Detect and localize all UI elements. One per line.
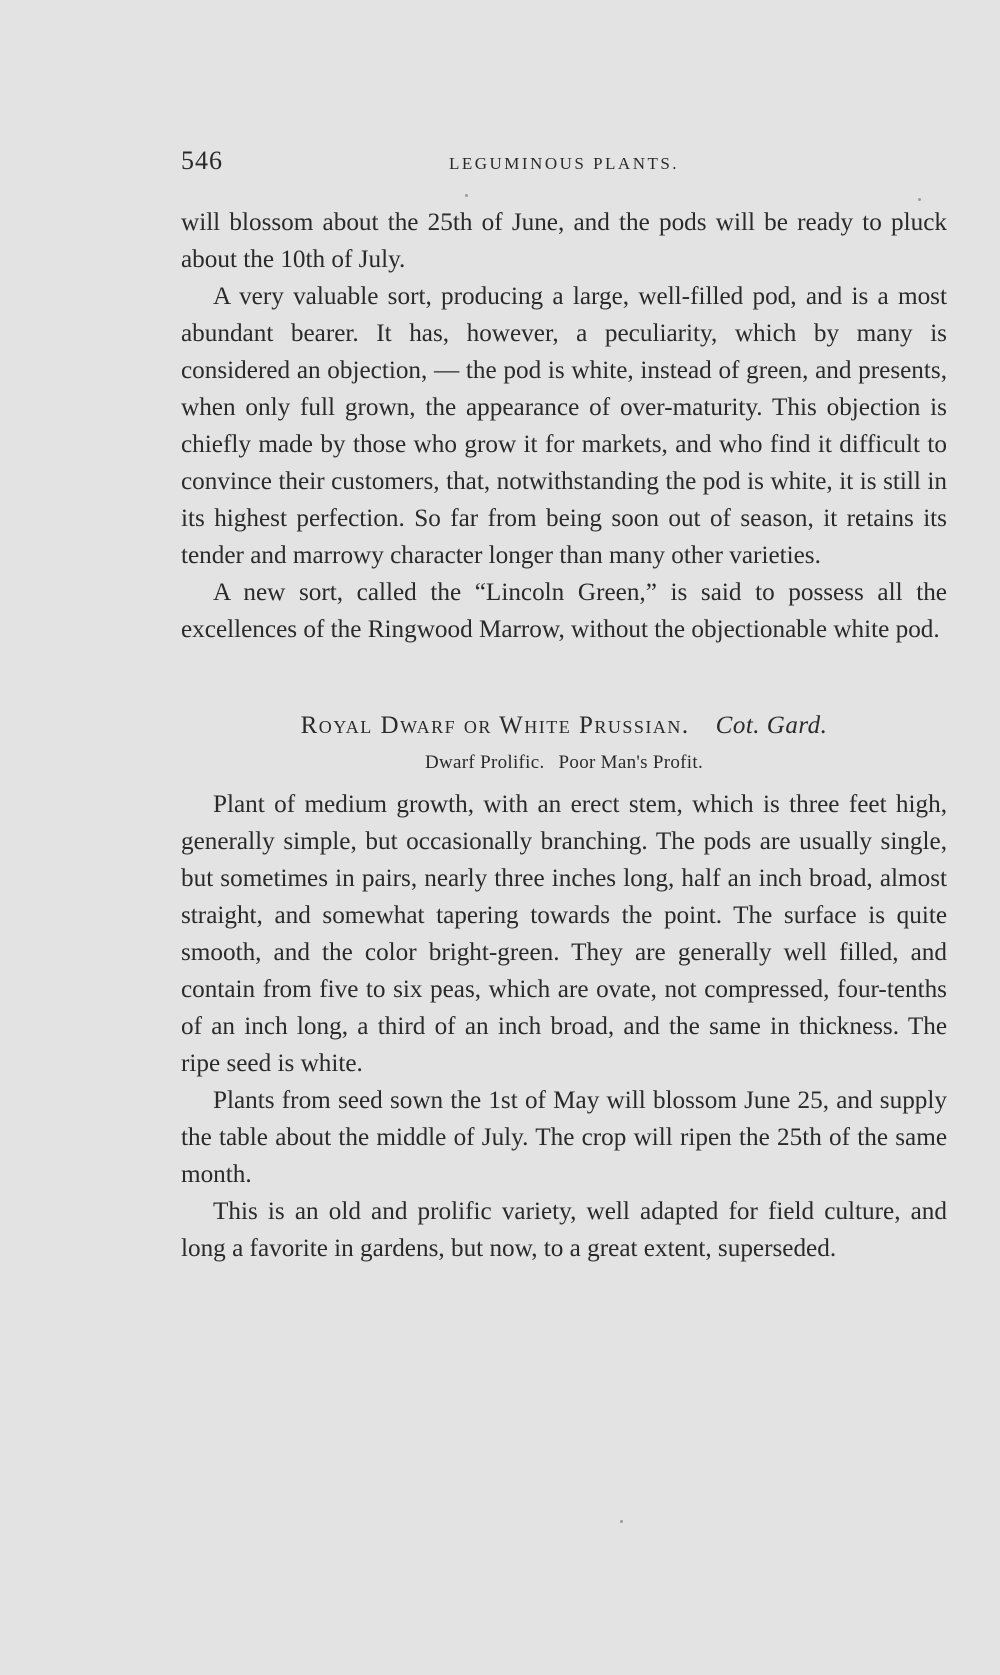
synonym-1: Dwarf Prolific. [425, 752, 545, 773]
variety-authority: Cot. Gard. [715, 712, 828, 739]
paragraph-plant-description: Plant of medium growth, with an erect stem, which is three feet high, generally simple, but occasionally branching. The pods are usually single, but sometimes in pairs, nearly three inches long, half an inch broad, almost straight, and somewhat tapering towards the point. The surface is quite smooth, and the color bright-green. They are generally well filled, and contain from five to six peas, which are ovate, not compressed, four-tenths of an inch long, a third of an inch broad, and the same in thickness. The ripe seed is white. [181, 791, 947, 1077]
variety-title: Royal Dwarf or White Prussian. [300, 712, 690, 739]
paper-speck [620, 1520, 623, 1523]
paragraph-ringwood-description: A very valuable sort, producing a large, well-filled pod, and is a most abundant bearer. It has, however, a peculiarity, which by many is considered an objection, — the pod is white, instead of green, and presents, when only full grown, the appearance of over-maturity. This objection is chiefly made by those who grow it for markets, and who find it difficult to convince their customers, that, notwithstanding the pod is white, it is still in its highest perfection. So far from being soon out of season, it retains its tender and marrowy character longer than many other varieties. [181, 283, 947, 569]
running-title: LEGUMINOUS PLANTS. [448, 154, 680, 173]
paragraph-sowing-timing: Plants from seed sown the 1st of May will blossom June 25, and supply the table about the middle of July. The crop will ripen the 25th of the same month. [181, 1087, 947, 1188]
variety-synonyms [181, 748, 947, 778]
book-page [181, 140, 947, 1267]
page-number: 546 [181, 146, 223, 175]
paragraph-lincoln-green: A new sort, called the “Lincoln Green,” is said to possess all the excellences of the Ringwood Marrow, without the objectionable white pod. [181, 579, 947, 643]
paragraph-history: This is an old and prolific variety, well adapted for field culture, and long a favorite in gardens, but now, to a great extent, superseded. [181, 1198, 947, 1262]
variety-heading [181, 708, 947, 744]
section-spacer [181, 648, 947, 708]
body-text [181, 204, 947, 1267]
paper-speck [465, 194, 468, 197]
paper-speck [918, 198, 921, 201]
continued-paragraph: will blossom about the 25th of June, and the pods will be ready to pluck about the 10th of July. [181, 209, 947, 273]
synonym-2: Poor Man's Profit. [558, 752, 703, 773]
running-head [181, 140, 947, 180]
